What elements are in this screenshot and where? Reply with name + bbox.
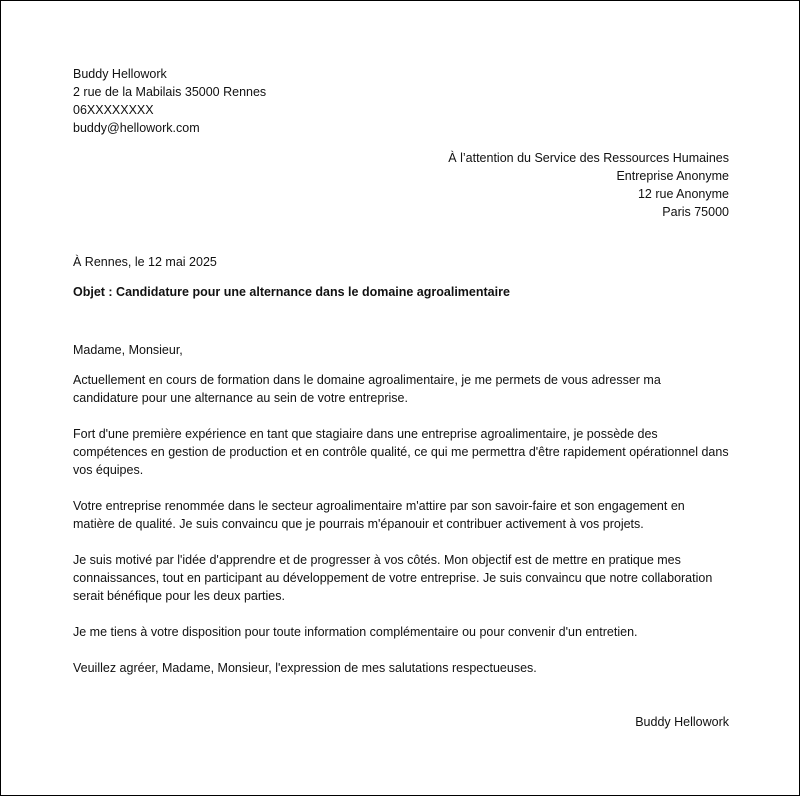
- sender-phone: 06XXXXXXXX: [73, 103, 154, 117]
- sender-email: buddy@hellowork.com: [73, 121, 200, 135]
- body-paragraph: Fort d'une première expérience en tant que stagiaire dans une entreprise agroalimentaire, je possède des compétences en gestion de production et en contrôle qualité, ce qui me permettra d'être rapidement opérationnel dans vos équipes.: [73, 427, 729, 477]
- body-paragraph: Votre entreprise renommée dans le secteur agroalimentaire m'attire par son savoir-faire et son engagement en matière de qualité. Je suis convaincu que je pourrais m'épanouir et contribuer activement à vos projets.: [73, 499, 685, 531]
- recipient-city: Paris 75000: [662, 205, 729, 219]
- recipient-street: 12 rue Anonyme: [637, 187, 729, 201]
- body-paragraph: Je suis motivé par l'idée d'apprendre et de progresser à vos côtés. Mon objectif est de mettre en pratique mes connaissances, tout en participant au développement de votre entreprise. Je suis convaincu que notre collaboration serait bénéfique pour les deux parties.: [73, 553, 713, 603]
- sender-address: 2 rue de la Mabilais 35000 Rennes: [73, 85, 267, 99]
- signature: Buddy Hellowork: [635, 715, 729, 729]
- greeting: Madame, Monsieur,: [73, 343, 183, 357]
- letter-body: [73, 371, 729, 695]
- body-paragraph: Actuellement en cours de formation dans le domaine agroalimentaire, je me permets de vous adresser ma candidature pour une alternance au sein de votre entreprise.: [73, 373, 661, 405]
- body-paragraph: Je me tiens à votre disposition pour toute information complémentaire ou pour convenir d'un entretien.: [73, 625, 638, 639]
- sender-name: Buddy Hellowork: [73, 67, 167, 81]
- place-date: À Rennes, le 12 mai 2025: [73, 255, 217, 269]
- recipient-block: [73, 149, 729, 221]
- sender-block: [73, 65, 729, 137]
- body-paragraph: Veuillez agréer, Madame, Monsieur, l'expression de mes salutations respectueuses.: [73, 661, 537, 675]
- recipient-attention: À l’attention du Service des Ressources Humaines: [448, 151, 729, 165]
- recipient-company: Entreprise Anonyme: [616, 169, 729, 183]
- subject-line: Objet : Candidature pour une alternance dans le domaine agroalimentaire: [73, 285, 510, 299]
